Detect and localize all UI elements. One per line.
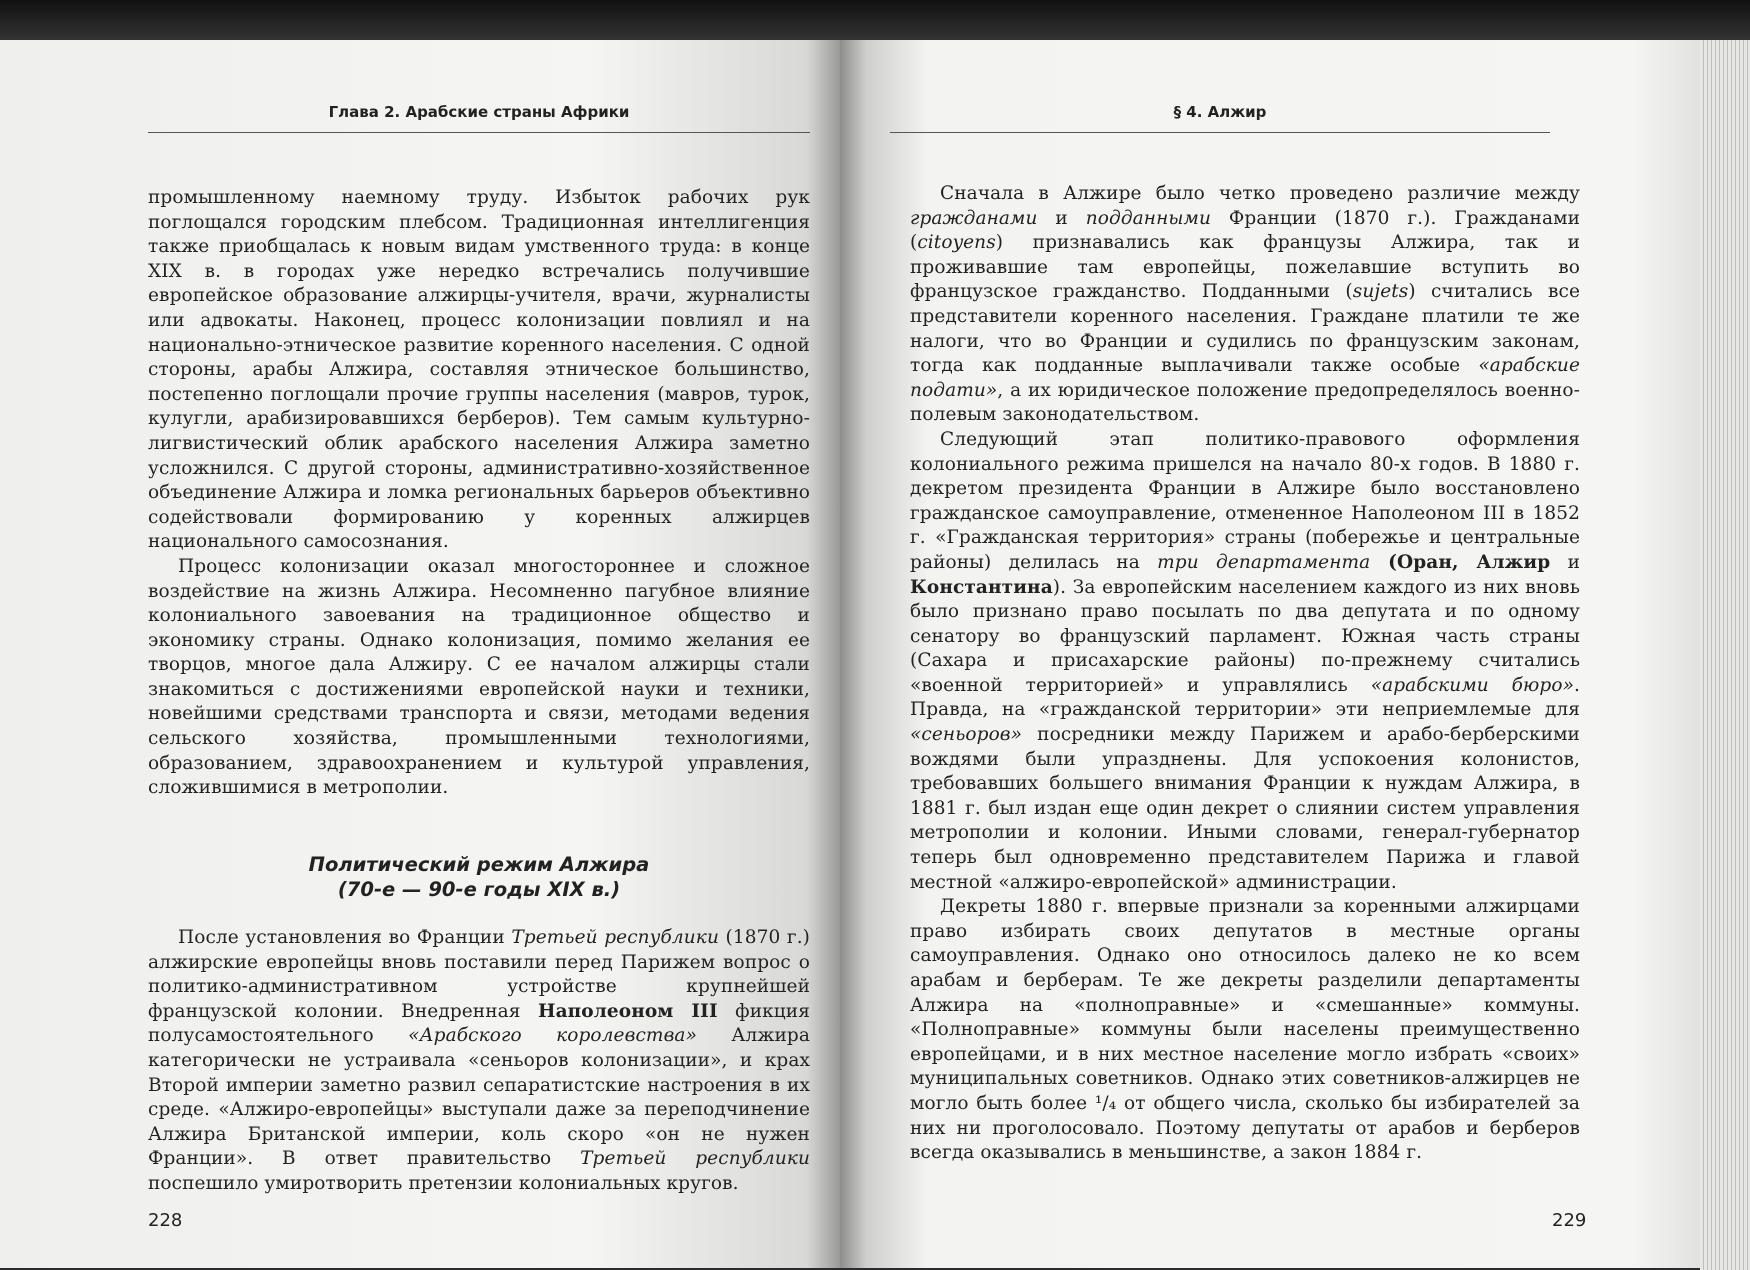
- italic-run: Третьей республики: [511, 927, 719, 948]
- page-number-left: 228: [148, 1210, 183, 1231]
- text-run: от общего числа, сколько бы избирателей за них ни проголосовало. Поэтому депутаты от арабов и берберов всегда оказывались в меньшинстве, а закон 1884 г.: [910, 1092, 1581, 1164]
- right-paragraph-3: [910, 895, 1580, 1166]
- running-head-left: Глава 2. Арабские страны Африки: [148, 92, 810, 133]
- bold-run: Наполеоном III: [538, 1000, 718, 1022]
- text-run: посредники между Парижем и арабо-берберскими вождями были упразднены. Для успокоения колонистов, требовавших большего внимания Франции к нуждам Алжира, в 1881 г. был издан еще один декрет о слиянии систем управления метрополии и колонии. Иными словами, генерал-губернатор теперь был одновременно представителем Парижа и главой местной «алжиро-европейской» администрации.: [910, 724, 1580, 893]
- italic-run: «арабскими бюро»: [1370, 674, 1575, 696]
- text-run: После установления во Франции: [178, 927, 512, 948]
- italic-run: citoyens: [917, 232, 996, 254]
- right-paragraph-2: [910, 428, 1580, 895]
- right-page: [840, 40, 1720, 1268]
- italic-run: три департамента: [1157, 551, 1371, 573]
- left-paragraph-1: промышленному наемному труду. Избыток рабочих рук поглощался городским плебсом. Традиционная интеллигенция также приобщалась к новым видам умственного труда: в конце XIX в. в городах уже нередко встречались получившие европейское образование алжирцы-учителя, врачи, журналисты или адвокаты. Наконец, процесс колонизации повлиял и на национально-этническое развитие коренного населения. С одной стороны, арабы Алжира, составляя этническое большинство, постепенно поглощали прочие группы населения (мавров, турок, кулугли, арабизировавшихся берберов). Тем самым культурно-лигвистический облик арабского населения Алжира заметно усложнился. С другой стороны, административно-хозяйственное объединение Алжира и ломка региональных барьеров объективно содействовали формированию у коренных алжирцев национального самосознания.: [148, 187, 810, 553]
- bold-run: (Оран, Алжир: [1370, 551, 1551, 573]
- text-run: Декреты 1880 г. впервые признали за коренными алжирцами право избирать своих депутатов в местные органы самоуправления. Однако оно относилось далеко не ко всем арабам и берберам. Те же декреты разделили департаменты Алжира на «полноправные» и «смешанные» коммуны. «Полноправные» коммуны были населены преимущественно европейцами, и в них местное население могло избрать «своих» муниципальных советников. Однако этих советников-алжирцев не могло быть более: [910, 896, 1580, 1114]
- italic-run: Третьей республики: [580, 1148, 810, 1170]
- text-run: и: [1550, 551, 1581, 573]
- italic-run: «Арабского королевства»: [408, 1025, 697, 1047]
- text-run: ). За европейским населением каждого из них вновь было признано право посылать по два депутата и по одному сенатору во французский парламент. Южная часть страны (Сахара и присахарские районы) по-прежнему считались «военной территорией» и управлялись: [910, 576, 1580, 696]
- italic-run: «арабские подати»: [910, 355, 1580, 401]
- text-run: . Правда, на «гражданской территории» эти неприемлемые для: [910, 674, 1580, 721]
- fraction: ¹/₄: [1094, 1092, 1117, 1114]
- left-body-top: [148, 186, 810, 801]
- running-head-right: § 4. Алжир: [890, 92, 1550, 133]
- right-body: [910, 182, 1580, 1166]
- text-run: (1870 г.) алжирские европейцы вновь поставили перед Парижем вопрос о политико-административном устройстве крупнейшей французской колонии. Внедренная: [148, 927, 811, 1022]
- italic-run: sujets: [1352, 281, 1409, 303]
- italic-run: гражданами: [910, 207, 1038, 229]
- bold-run: Константина: [910, 576, 1053, 598]
- left-page: [0, 40, 840, 1268]
- text-run: Сначала в Алжире было четко проведено различие между: [940, 183, 1580, 204]
- italic-run: подданными: [1085, 207, 1211, 229]
- text-run: Следующий этап политико-правового оформления колониального режима пришелся на начало 80-х годов. В 1880 г. декретом президента Франции в Алжире было восстановлено гражданское самоуправление, отмененное Наполеоном III в 1852 г. «Гражданская территория» страны (побережье и центральные районы) делилась на: [910, 428, 1580, 573]
- left-body-bottom: [148, 926, 810, 1197]
- text-run: ) признавались как французы Алжира, так и проживавшие там европейцы, пожелавшие вступить во французское гражданство. Подданными (: [910, 232, 1580, 303]
- left-paragraph-3: [148, 926, 810, 1197]
- section-title: [148, 852, 810, 902]
- left-paragraph-2: Процесс колонизации оказал многостороннее и сложное воздействие на жизнь Алжира. Несомненно пагубное влияние колониального завоевания на традиционное общество и экономику страны. Однако колонизация, помимо желания ее творцов, многое дала Алжиру. С ее началом алжирцы стали знакомиться с достижениями европейской науки и техники, новейшими средствами транспорта и связи, методами ведения сельского хозяйства, промышленными технологиями, образованием, здравоохранением и культурой управления, сложившимися в метрополии.: [148, 555, 810, 799]
- page-edges: [1700, 40, 1750, 1270]
- text-run: Франции (1870 г.). Гражданами (: [910, 207, 1580, 254]
- section-title-line2: (70-е — 90-е годы XIX в.): [337, 878, 621, 901]
- text-run: фикция полусамостоятельного: [148, 1000, 810, 1047]
- text-run: , а их юридическое положение предопределялось военно-полевым законодательством.: [910, 379, 1580, 426]
- text-run: Алжира категорически не устраивала «сеньоров колонизации», и крах Второй империи заметно развил сепаратистские настроения в их среде. «Алжиро-европейцы» выступали даже за переподчинение Алжира Британской империи, коль скоро «он не нужен Франции». В ответ правительство: [148, 1025, 810, 1170]
- italic-run: «сеньоров»: [910, 724, 1023, 746]
- section-title-line1: Политический режим Алжира: [308, 853, 650, 876]
- right-paragraph-1: [910, 182, 1580, 428]
- page-number-right: 229: [1552, 1210, 1587, 1231]
- text-run: поспешило умиротворить претензии колониальных кругов.: [148, 1172, 739, 1194]
- text-run: ) считались все представители коренного населения. Граждане платили те же налоги, что во Франции и судились по французским законам, тогда как подданные выплачивали также особые: [910, 281, 1580, 377]
- text-run: и: [1037, 207, 1086, 229]
